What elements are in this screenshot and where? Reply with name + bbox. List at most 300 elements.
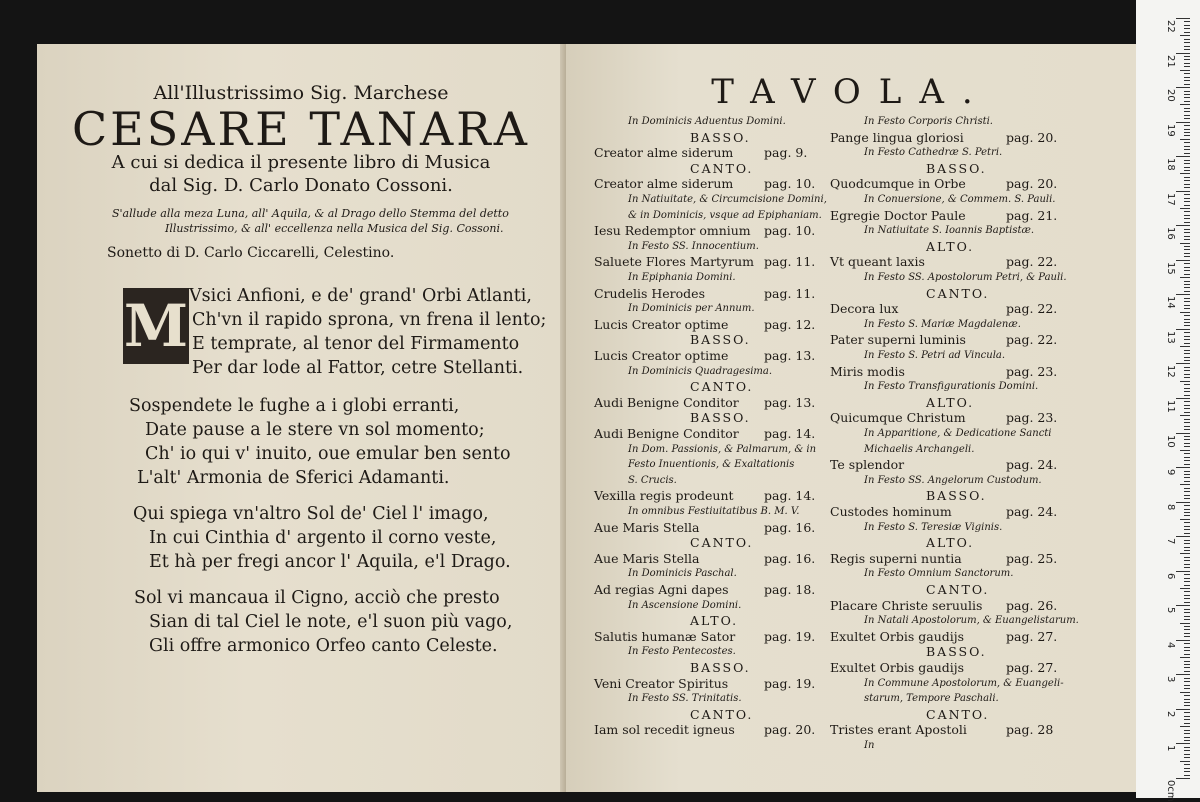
entry-text: BASSO. <box>690 410 751 426</box>
ruler-tick <box>1184 733 1190 734</box>
ruler-tick <box>1184 740 1190 741</box>
ruler-tick <box>1184 429 1190 430</box>
left-page <box>37 44 565 792</box>
entry-text: In Festo S. Teresiæ Viginis. <box>864 521 1003 533</box>
allusion-line-1: S'allude alla meza Luna, all' Aquila, & al Drago dello Stemma del detto <box>112 207 509 220</box>
ruler-label: 13 <box>1165 330 1176 344</box>
entry-text: In Conuersione, & Commem. S. Pauli. <box>864 194 1056 205</box>
ruler-tick <box>1176 433 1190 434</box>
ruler-tick <box>1180 484 1190 485</box>
entry-text: BASSO. <box>690 332 751 348</box>
entry-text: Pater superni luminis <box>830 332 966 348</box>
ruler-tick <box>1176 260 1190 261</box>
entry-text: Egregie Doctor Paule <box>830 207 966 223</box>
ruler-tick <box>1184 695 1190 696</box>
entry-text: Crudelis Herodes <box>594 285 705 301</box>
ruler-tick <box>1184 177 1190 178</box>
entry-text: BASSO. <box>690 660 751 675</box>
ruler-tick <box>1184 405 1190 406</box>
entry-text: Regis superni nuntia <box>830 550 962 566</box>
ruler-tick <box>1180 312 1190 313</box>
ruler-tick <box>1184 533 1190 534</box>
entry-text: Michaelis Archangeli. <box>864 443 975 455</box>
ruler-tick <box>1184 391 1190 392</box>
page-number: pag. 28 <box>1006 722 1054 738</box>
ruler-label: 6 <box>1165 572 1176 580</box>
ruler-tick <box>1184 205 1190 206</box>
ruler-tick <box>1184 685 1190 686</box>
page-number: pag. 19. <box>764 675 816 691</box>
ruler-tick <box>1184 678 1190 679</box>
entry-text: In Festo Cathedræ S. Petri. <box>864 147 1003 159</box>
ruler-tick <box>1184 32 1190 33</box>
ruler-tick <box>1184 543 1190 544</box>
ruler-tick <box>1184 28 1190 29</box>
entry-text: Exultet Orbis gaudijs <box>830 628 965 644</box>
entry-text: Vexilla regis prodeunt <box>594 488 734 504</box>
ruler-tick <box>1184 357 1190 358</box>
ruler-tick <box>1184 253 1190 254</box>
dedica-line: A cui si dedica il presente libro di Musica <box>111 152 491 173</box>
entry-text: In Dom. Passionis, & Palmarum, & in <box>628 443 817 455</box>
ruler-tick <box>1184 291 1190 292</box>
ruler-tick <box>1184 591 1190 592</box>
entry-text: In Natali Apostolorum, & Euangelistarum. <box>864 615 1079 627</box>
entry-text: In Natiuitate S. Ioannis Baptistæ. <box>864 225 1035 237</box>
ruler-tick <box>1184 108 1190 109</box>
ruler-tick <box>1184 135 1190 136</box>
ruler-tick <box>1184 308 1190 309</box>
entry-text: In Festo SS. Angelorum Custodum. <box>864 474 1042 486</box>
ruler-tick <box>1180 381 1190 382</box>
ruler-label: 16 <box>1165 227 1176 240</box>
ruler-tick <box>1184 471 1190 472</box>
entry-text: Audi Benigne Conditor <box>594 394 739 410</box>
ruler-tick <box>1184 750 1190 751</box>
ruler-tick <box>1176 605 1190 606</box>
ruler-tick <box>1176 156 1190 157</box>
ruler-tick <box>1184 246 1190 247</box>
ruler-tick <box>1184 512 1190 513</box>
entry-text: In <box>864 740 875 751</box>
ruler-tick <box>1184 439 1190 440</box>
ruler-tick <box>1184 426 1190 427</box>
entry-text: CANTO. <box>690 379 754 395</box>
ruler-label: 9 <box>1165 469 1176 476</box>
ruler-tick <box>1184 77 1190 78</box>
page-number: pag. 14. <box>764 426 816 441</box>
ruler-tick <box>1184 477 1190 478</box>
entry-text: In omnibus Festiuitatibus B. M. V. <box>628 506 800 517</box>
entry-text: In Festo SS. Apostolorum Petri, & Pauli. <box>864 272 1067 283</box>
entry-text: In Festo Pentecostes. <box>628 646 736 658</box>
entry-text: In Dominicis Aduentus Domini. <box>628 116 786 127</box>
ruler-tick <box>1184 198 1190 199</box>
ruler-tick <box>1180 139 1190 140</box>
ruler-tick <box>1184 567 1190 568</box>
sonnet-verse: Sian di tal Ciel le note, e'l suon più vago, <box>149 612 513 632</box>
page-number: pag. 9. <box>764 145 808 161</box>
page-number: pag. 10. <box>764 223 816 239</box>
decorated-initial <box>123 288 189 364</box>
ruler-tick <box>1184 163 1190 164</box>
ruler-tick <box>1184 498 1190 499</box>
ruler-tick <box>1184 236 1190 237</box>
page-number: pag. 10. <box>764 176 816 192</box>
entry-text: CANTO. <box>926 582 990 597</box>
ruler-tick <box>1180 173 1190 174</box>
ruler-tick <box>1184 702 1190 703</box>
ruler-tick <box>1176 502 1190 503</box>
page-number: pag. 22. <box>1006 332 1058 348</box>
ruler-tick <box>1184 305 1190 306</box>
ruler-tick <box>1184 101 1190 102</box>
ruler-tick <box>1184 453 1190 454</box>
ruler-tick <box>1184 63 1190 64</box>
ruler-tick <box>1176 87 1190 88</box>
ruler-tick <box>1184 39 1190 40</box>
entry-text: Iam sol recedit igneus <box>594 722 735 738</box>
page-number: pag. 27. <box>1006 628 1058 644</box>
measurement-ruler <box>1136 0 1200 802</box>
ruler-tick <box>1184 771 1190 772</box>
ruler-tick <box>1184 540 1190 541</box>
ruler-tick <box>1184 325 1190 326</box>
dedicatee-name: CESARE TANARA <box>71 102 531 156</box>
ruler-tick <box>1184 229 1190 230</box>
ruler-tick <box>1184 256 1190 257</box>
ruler-tick <box>1184 170 1190 171</box>
entry-text: CANTO. <box>690 535 754 551</box>
entry-text: Veni Creator Spiritus <box>594 675 729 691</box>
page-number: pag. 21. <box>1006 207 1058 223</box>
ruler-tick <box>1184 757 1190 758</box>
entry-text: Creator alme siderum <box>594 176 734 192</box>
entry-text: In Festo Transfigurationis Domini. <box>864 381 1039 393</box>
author-line: dal Sig. D. Carlo Donato Cossoni. <box>149 175 453 196</box>
ruler-tick <box>1184 460 1190 461</box>
page-number: pag. 22. <box>1006 254 1058 270</box>
entry-text: In Dominicis Paschal. <box>628 568 737 580</box>
ruler-tick <box>1184 180 1190 181</box>
ruler-tick <box>1176 640 1190 641</box>
entry-text: ALTO. <box>690 613 739 629</box>
entry-text: CANTO. <box>926 706 990 722</box>
sonnet-verse: In cui Cinthia d' argento il corno veste, <box>149 528 497 548</box>
entry-text: S. Crucis. <box>628 474 677 486</box>
ruler-tick <box>1180 243 1190 244</box>
ruler-tick <box>1184 654 1190 655</box>
ruler-tick <box>1176 467 1190 468</box>
ruler-tick <box>1180 104 1190 105</box>
ruler-tick <box>1184 91 1190 92</box>
ruler-tick <box>1184 547 1190 548</box>
page-number: pag. 18. <box>764 582 816 597</box>
ruler-tick <box>1184 187 1190 188</box>
sonnet-verse: Date pause a le stere vn sol momento; <box>145 420 485 440</box>
ruler-tick <box>1184 457 1190 458</box>
ruler-tick <box>1176 18 1190 19</box>
ruler-label: 18 <box>1165 158 1176 171</box>
ruler-tick <box>1184 284 1190 285</box>
ruler-tick <box>1184 388 1190 389</box>
dedication-line: All'Illustrissimo Sig. Marchese <box>153 82 449 104</box>
ruler-tick <box>1180 35 1190 36</box>
ruler-tick <box>1184 775 1190 776</box>
ruler-tick <box>1184 218 1190 219</box>
ruler-tick <box>1184 408 1190 409</box>
ruler-tick <box>1176 53 1190 54</box>
ruler-tick <box>1184 194 1190 195</box>
ruler-tick <box>1184 56 1190 57</box>
ruler-tick <box>1184 661 1190 662</box>
page-number: pag. 11. <box>764 285 816 301</box>
ruler-tick <box>1184 59 1190 60</box>
sonnet-verse: Vsici Anfioni, e de' grand' Orbi Atlanti, <box>189 286 532 306</box>
ruler-tick <box>1180 657 1190 658</box>
ruler-tick <box>1184 73 1190 74</box>
page-number: pag. 23. <box>1006 363 1058 379</box>
entry-text: Decora lux <box>830 301 899 317</box>
ruler-tick <box>1184 21 1190 22</box>
ruler-tick <box>1184 529 1190 530</box>
ruler-label: 15 <box>1165 261 1176 275</box>
entry-text: In Dominicis Quadragesima. <box>628 365 773 377</box>
ruler-tick <box>1184 719 1190 720</box>
ruler-tick <box>1184 446 1190 447</box>
entry-text: In Apparitione, & Dedicatione Sancti <box>864 428 1052 439</box>
ruler-tick <box>1184 602 1190 603</box>
entry-text: Quodcumque in Orbe <box>830 176 966 192</box>
entry-text: In Festo SS. Innocentium. <box>628 240 759 252</box>
entry-text: Custodes hominum <box>830 504 952 519</box>
initial-letter: M <box>123 292 189 360</box>
ruler-tick <box>1184 412 1190 413</box>
ruler-tick <box>1184 699 1190 700</box>
page-number: pag. 19. <box>764 628 816 644</box>
page-number: pag. 13. <box>764 394 816 410</box>
ruler-tick <box>1184 129 1190 130</box>
ruler-tick <box>1184 184 1190 185</box>
entry-text: ALTO. <box>926 535 975 551</box>
ruler-label: 0cm <box>1165 780 1176 802</box>
ruler-tick <box>1176 709 1190 710</box>
entry-text: In Epiphania Domini. <box>628 272 736 283</box>
entry-text: Ad regias Agni dapes <box>594 582 729 597</box>
ruler-tick <box>1176 225 1190 226</box>
ruler-tick <box>1184 612 1190 613</box>
ruler-tick <box>1184 281 1190 282</box>
ruler-tick <box>1184 125 1190 126</box>
page-number: pag. 24. <box>1006 457 1058 473</box>
ruler-tick <box>1184 626 1190 627</box>
ruler-tick <box>1176 571 1190 572</box>
table-title: TAVOLA. <box>711 72 991 112</box>
page-number: pag. 20. <box>1006 129 1058 145</box>
ruler-tick <box>1184 422 1190 423</box>
ruler-tick <box>1176 122 1190 123</box>
ruler-tick <box>1176 363 1190 364</box>
sonnet-verse: Ch' io qui v' inuito, oue emular ben sento <box>145 444 511 464</box>
ruler-tick <box>1176 536 1190 537</box>
ruler-tick <box>1176 329 1190 330</box>
ruler-tick <box>1184 526 1190 527</box>
ruler-tick <box>1184 153 1190 154</box>
ruler-tick <box>1184 350 1190 351</box>
ruler-tick <box>1184 322 1190 323</box>
entry-text: Lucis Creator optime <box>594 316 729 332</box>
ruler-tick <box>1184 629 1190 630</box>
entry-text: CANTO. <box>690 160 754 176</box>
ruler-tick <box>1184 488 1190 489</box>
entry-text: Vt queant laxis <box>830 254 925 270</box>
entry-text: In Festo Omnium Sanctorum. <box>864 568 1014 580</box>
ruler-tick <box>1180 277 1190 278</box>
ruler-tick <box>1184 664 1190 665</box>
entry-text: In Festo S. Petri ad Vincula. <box>864 350 1006 361</box>
ruler-tick <box>1184 339 1190 340</box>
ruler-tick <box>1184 747 1190 748</box>
ruler-tick <box>1184 132 1190 133</box>
ruler-label: 4 <box>1165 641 1176 649</box>
allusion-line-2: Illustrissimo, & all' eccellenza nella Musica del Sig. Cossoni. <box>165 222 504 235</box>
sonnet-verse: Ch'vn il rapido sprona, vn frena il lento; <box>192 310 547 330</box>
page-number: pag. 24. <box>1006 504 1058 519</box>
ruler-tick <box>1184 667 1190 668</box>
entry-text: In Festo S. Mariæ Magdalenæ. <box>864 318 1021 330</box>
entry-text: BASSO. <box>926 644 987 660</box>
ruler-tick <box>1180 70 1190 71</box>
ruler-tick <box>1184 712 1190 713</box>
ruler-tick <box>1184 315 1190 316</box>
entry-text: In Festo Corporis Christi. <box>864 116 993 127</box>
entry-text: Lucis Creator optime <box>594 348 729 363</box>
ruler-tick <box>1184 263 1190 264</box>
ruler-label: 1 <box>1165 745 1176 752</box>
entry-text: Audi Benigne Conditor <box>594 426 739 441</box>
ruler-tick <box>1184 619 1190 620</box>
ruler-tick <box>1184 384 1190 385</box>
ruler-tick <box>1180 208 1190 209</box>
page-number: pag. 23. <box>1006 410 1058 426</box>
ruler-tick <box>1184 298 1190 299</box>
entry-text: starum, Tempore Paschali. <box>864 693 999 705</box>
ruler-tick <box>1184 111 1190 112</box>
ruler-tick <box>1184 474 1190 475</box>
entry-text: Exultet Orbis gaudijs <box>830 660 965 675</box>
ruler-tick <box>1184 730 1190 731</box>
ruler-label: 11 <box>1165 400 1176 413</box>
entry-text: Festo Inuentionis, & Exaltationis <box>628 459 795 471</box>
ruler-tick <box>1184 25 1190 26</box>
ruler-tick <box>1184 671 1190 672</box>
entry-text: & in Dominicis, vsque ad Epiphaniam. <box>628 209 822 221</box>
ruler-label: 20 <box>1165 89 1176 102</box>
ruler-tick <box>1184 353 1190 354</box>
ruler-tick <box>1184 643 1190 644</box>
ruler-tick <box>1184 464 1190 465</box>
ruler-tick <box>1184 754 1190 755</box>
ruler-tick <box>1184 509 1190 510</box>
ruler-tick <box>1184 609 1190 610</box>
entry-text: Salutis humanæ Sator <box>594 628 736 644</box>
page-number: pag. 14. <box>764 488 816 504</box>
entry-text: In Commune Apostolorum, & Euangeli- <box>864 677 1064 689</box>
entry-text: Tristes erant Apostoli <box>830 722 967 738</box>
ruler-tick <box>1184 681 1190 682</box>
sonnet-verse: L'alt' Armonia de Sferici Adamanti. <box>137 468 450 488</box>
page-number: pag. 20. <box>1006 176 1058 192</box>
ruler-label: 10 <box>1165 434 1176 448</box>
ruler-tick <box>1184 595 1190 596</box>
ruler-tick <box>1184 267 1190 268</box>
ruler-tick <box>1180 761 1190 762</box>
ruler-label: 19 <box>1165 123 1176 137</box>
ruler-tick <box>1184 581 1190 582</box>
ruler-tick <box>1180 346 1190 347</box>
ruler-tick <box>1184 319 1190 320</box>
ruler-tick <box>1176 398 1190 399</box>
ruler-label: 5 <box>1165 607 1176 614</box>
ruler-label: 3 <box>1165 676 1176 683</box>
ruler-tick <box>1184 522 1190 523</box>
ruler-tick <box>1184 578 1190 579</box>
ruler-label: 22 <box>1165 20 1176 33</box>
ruler-label: 14 <box>1165 296 1176 310</box>
page-number: pag. 27. <box>1006 660 1058 675</box>
ruler-tick <box>1184 616 1190 617</box>
ruler-tick <box>1184 585 1190 586</box>
entry-text: BASSO. <box>926 488 987 504</box>
entry-text: Creator alme siderum <box>594 145 734 161</box>
ruler-tick <box>1184 94 1190 95</box>
ruler-tick <box>1184 49 1190 50</box>
entry-text: CANTO. <box>926 285 990 301</box>
page-number: pag. 22. <box>1006 301 1058 317</box>
entry-text: Aue Maris Stella <box>594 519 700 535</box>
ruler-tick <box>1184 149 1190 150</box>
ruler-tick <box>1180 623 1190 624</box>
ruler-tick <box>1184 636 1190 637</box>
entry-text: CANTO. <box>690 706 754 722</box>
ruler-tick <box>1184 232 1190 233</box>
ruler-tick <box>1176 294 1190 295</box>
ruler-tick <box>1184 560 1190 561</box>
ruler-tick <box>1184 598 1190 599</box>
ruler-tick <box>1184 443 1190 444</box>
ruler-tick <box>1184 118 1190 119</box>
ruler-tick <box>1184 301 1190 302</box>
ruler-tick <box>1184 249 1190 250</box>
right-page <box>566 44 1136 792</box>
ruler-tick <box>1184 239 1190 240</box>
ruler-tick <box>1184 688 1190 689</box>
ruler-tick <box>1184 495 1190 496</box>
ruler-tick <box>1180 415 1190 416</box>
ruler-tick <box>1184 360 1190 361</box>
ruler-tick <box>1180 692 1190 693</box>
ruler-tick <box>1184 633 1190 634</box>
ruler-tick <box>1184 370 1190 371</box>
page-number: pag. 11. <box>764 254 816 270</box>
ruler-tick <box>1184 367 1190 368</box>
ruler-tick <box>1184 550 1190 551</box>
entry-text: Saluete Flores Martyrum <box>594 254 755 270</box>
ruler-tick <box>1184 419 1190 420</box>
ruler-scale <box>1165 8 1190 802</box>
ruler-tick <box>1184 142 1190 143</box>
ruler-tick <box>1184 222 1190 223</box>
